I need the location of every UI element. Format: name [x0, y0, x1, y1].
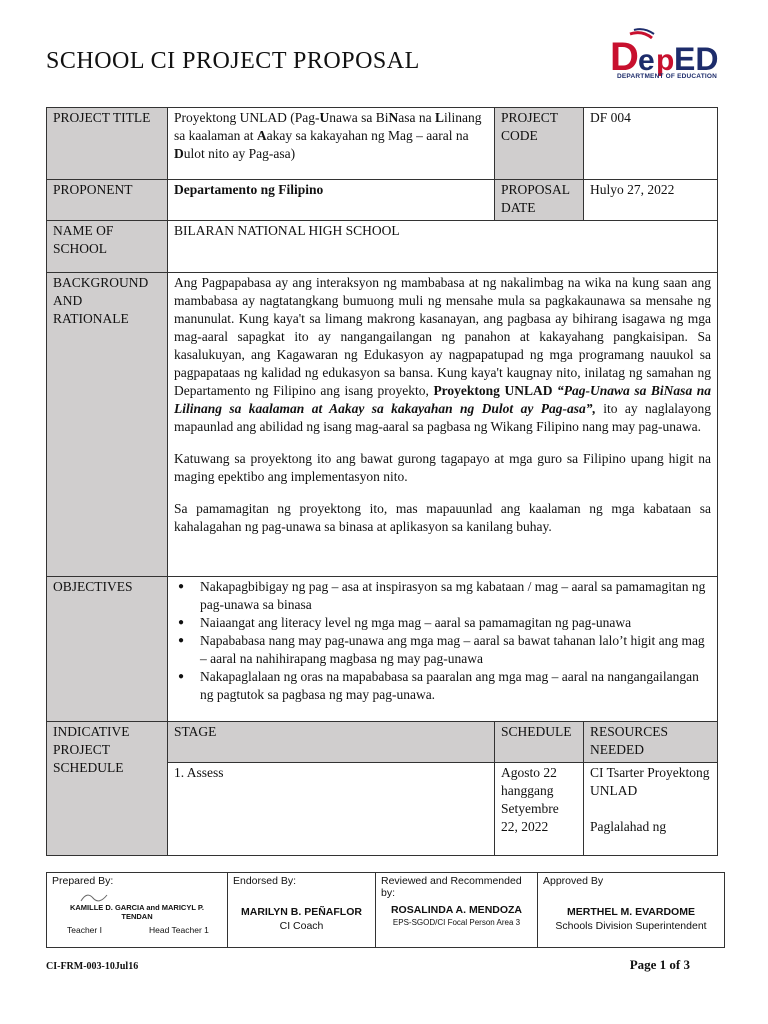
label-proposal-date: PROPOSAL DATE	[495, 180, 584, 221]
reviewed-by-role: EPS-SGOD/CI Focal Person Area 3	[392, 918, 521, 927]
svg-text:e: e	[638, 44, 655, 77]
prepared-by-cell	[47, 873, 228, 948]
project-title-value: Proyektong UNLAD (Pag-Unawa sa BiNasa na Lilinang sa kaalaman at Aakay sa kakayahan ng Mag – aaral na Dulot nito ay Pag-asa)	[168, 108, 495, 180]
background-paragraph-3: Sa pamamagitan ng proyektong ito, mas mapauunlad ang kaalaman ng mga kabataan sa kahalagahan ng pag-unawa sa binasa at aplikasyon sa kanilang buhay.	[174, 501, 711, 534]
endorsed-by-label: Endorsed By:	[233, 875, 297, 887]
proposal-date-value: Hulyo 27, 2022	[584, 180, 718, 221]
endorsed-by-cell	[228, 873, 376, 948]
objective-item: ● Napababasa nang may pag-unawa ang mga mag – aaral sa bawat tahanan lalo’t higit ang mag – aaral na nahihirapang magbasa ng may pag-unawa	[200, 632, 711, 668]
schedule-resources: CI Tsarter Proyektong UNLAD Paglalahad ng	[584, 763, 718, 856]
reviewed-by-cell	[376, 873, 538, 948]
signatory-table	[46, 872, 725, 948]
prepared-role-2: Head Teacher 1	[149, 925, 209, 935]
background-paragraph-1: Ang Pagpapabasa ay ang interaksyon ng mambabasa at ng nakalimbag na wika na kung saan ang mambabasa ay nagtatangkang bumuong muli ng mensahe mula sa pagkakaunawa sa mensahe ng manunulat. Kung kaya't sa limang makrong kasanayan, ang pagbasa ay bihirang isagawa ng mga mag-aaral sapagkat ito ay nangangailangan ng panahon at kakayahang pangkaisipan. Sa kasalukuyan, ang Kagawaran ng Edukasyon ay nagpapatupad ng mga programang nauukol sa pagpapataas ng kalidad ng edukasyon sa bansa. Kung kaya't kaugnay nito, inilatag ng samahan ng Departamento ng Filipino ang isang proyekto, Proyektong UNLAD “Pag-Unawa sa BiNasa na Lilinang sa kaalaman at Aakay sa kakayahan ng Dulot ay Pag-asa”, ito ay naglalayong mapaunlad ang abilidad ng isang mag-aaral sa pagbasa ng Wikang Filipino nang may pag-unawa.	[174, 275, 712, 434]
schedule-stage: 1. Assess	[168, 763, 495, 856]
prepared-by-names: KAMILLE D. GARCIA and MARICYL P. TENDAN	[69, 903, 205, 921]
approved-by-label: Approved By	[543, 875, 604, 887]
project-code-value: DF 004	[584, 108, 718, 180]
schedule-header-resources: RESOURCES NEEDED	[584, 722, 718, 763]
label-schedule: INDICATIVE PROJECT SCHEDULE	[47, 722, 168, 856]
schedule-date: Agosto 22 hanggang Setyembre 22, 2022	[495, 763, 584, 856]
objective-item: ● Naiaangat ang literacy level ng mga mag – aaral sa pamamagitan ng pag-unawa	[200, 614, 711, 632]
label-project-code: PROJECT CODE	[495, 108, 584, 180]
endorsed-by-role: CI Coach	[279, 920, 324, 932]
label-school-name: NAME OF SCHOOL	[47, 221, 168, 273]
label-proponent: PROPONENT	[47, 180, 168, 221]
label-project-title: PROJECT TITLE	[47, 108, 168, 180]
objectives-list	[174, 578, 711, 704]
document-title: SCHOOL CI PROJECT PROPOSAL	[46, 48, 420, 74]
label-background: BACKGROUND AND RATIONALE	[47, 273, 168, 577]
prepared-role-1: Teacher I	[67, 925, 102, 935]
proponent-value: Departamento ng Filipino	[168, 180, 495, 221]
background-paragraph-2: Katuwang sa proyektong ito ang bawat gurong tagapayo at mga guro sa Filipino upang higit na maging epektibo ang implementasyon nito.	[174, 451, 711, 484]
proposal-table	[46, 107, 718, 856]
svg-text:ED: ED	[674, 41, 719, 77]
label-objectives: OBJECTIVES	[47, 577, 168, 722]
background-text	[168, 273, 718, 577]
endorsed-by-name: MARILYN B. PEÑAFLOR	[241, 906, 362, 918]
objective-item: ● Nakapagbibigay ng pag – asa at inspirasyon sa mg kabataan / mag – aaral sa pamamagitan ng pag-unawa sa binasa	[200, 578, 711, 614]
reviewed-by-label: Reviewed and Recommended by:	[381, 875, 522, 899]
form-code: CI-FRM-003-10Jul16	[46, 961, 139, 972]
schedule-header-schedule: SCHEDULE	[495, 722, 584, 763]
prepared-by-label: Prepared By:	[52, 875, 114, 887]
approved-by-role: Schools Division Superintendent	[555, 920, 707, 932]
approved-by-name: MERTHEL M. EVARDOME	[567, 906, 695, 918]
objectives-cell	[168, 577, 718, 722]
logo-subtitle: DEPARTMENT OF EDUCATION	[617, 73, 718, 80]
svg-text:p: p	[656, 44, 675, 77]
schedule-header-stage: STAGE	[168, 722, 495, 763]
svg-text:D: D	[610, 35, 639, 79]
page-number: Page 1 of 3	[629, 957, 690, 972]
reviewed-by-name: ROSALINDA A. MENDOZA	[390, 904, 523, 916]
objective-item: ● Nakapaglalaan ng oras na mapababasa sa paaralan ang mga mag – aaral na nangangailangan ng pagtutok sa pagbasa ng may pag-unawa.	[200, 668, 711, 704]
approved-by-cell	[538, 873, 725, 948]
school-name-value: BILARAN NATIONAL HIGH SCHOOL	[168, 221, 718, 273]
